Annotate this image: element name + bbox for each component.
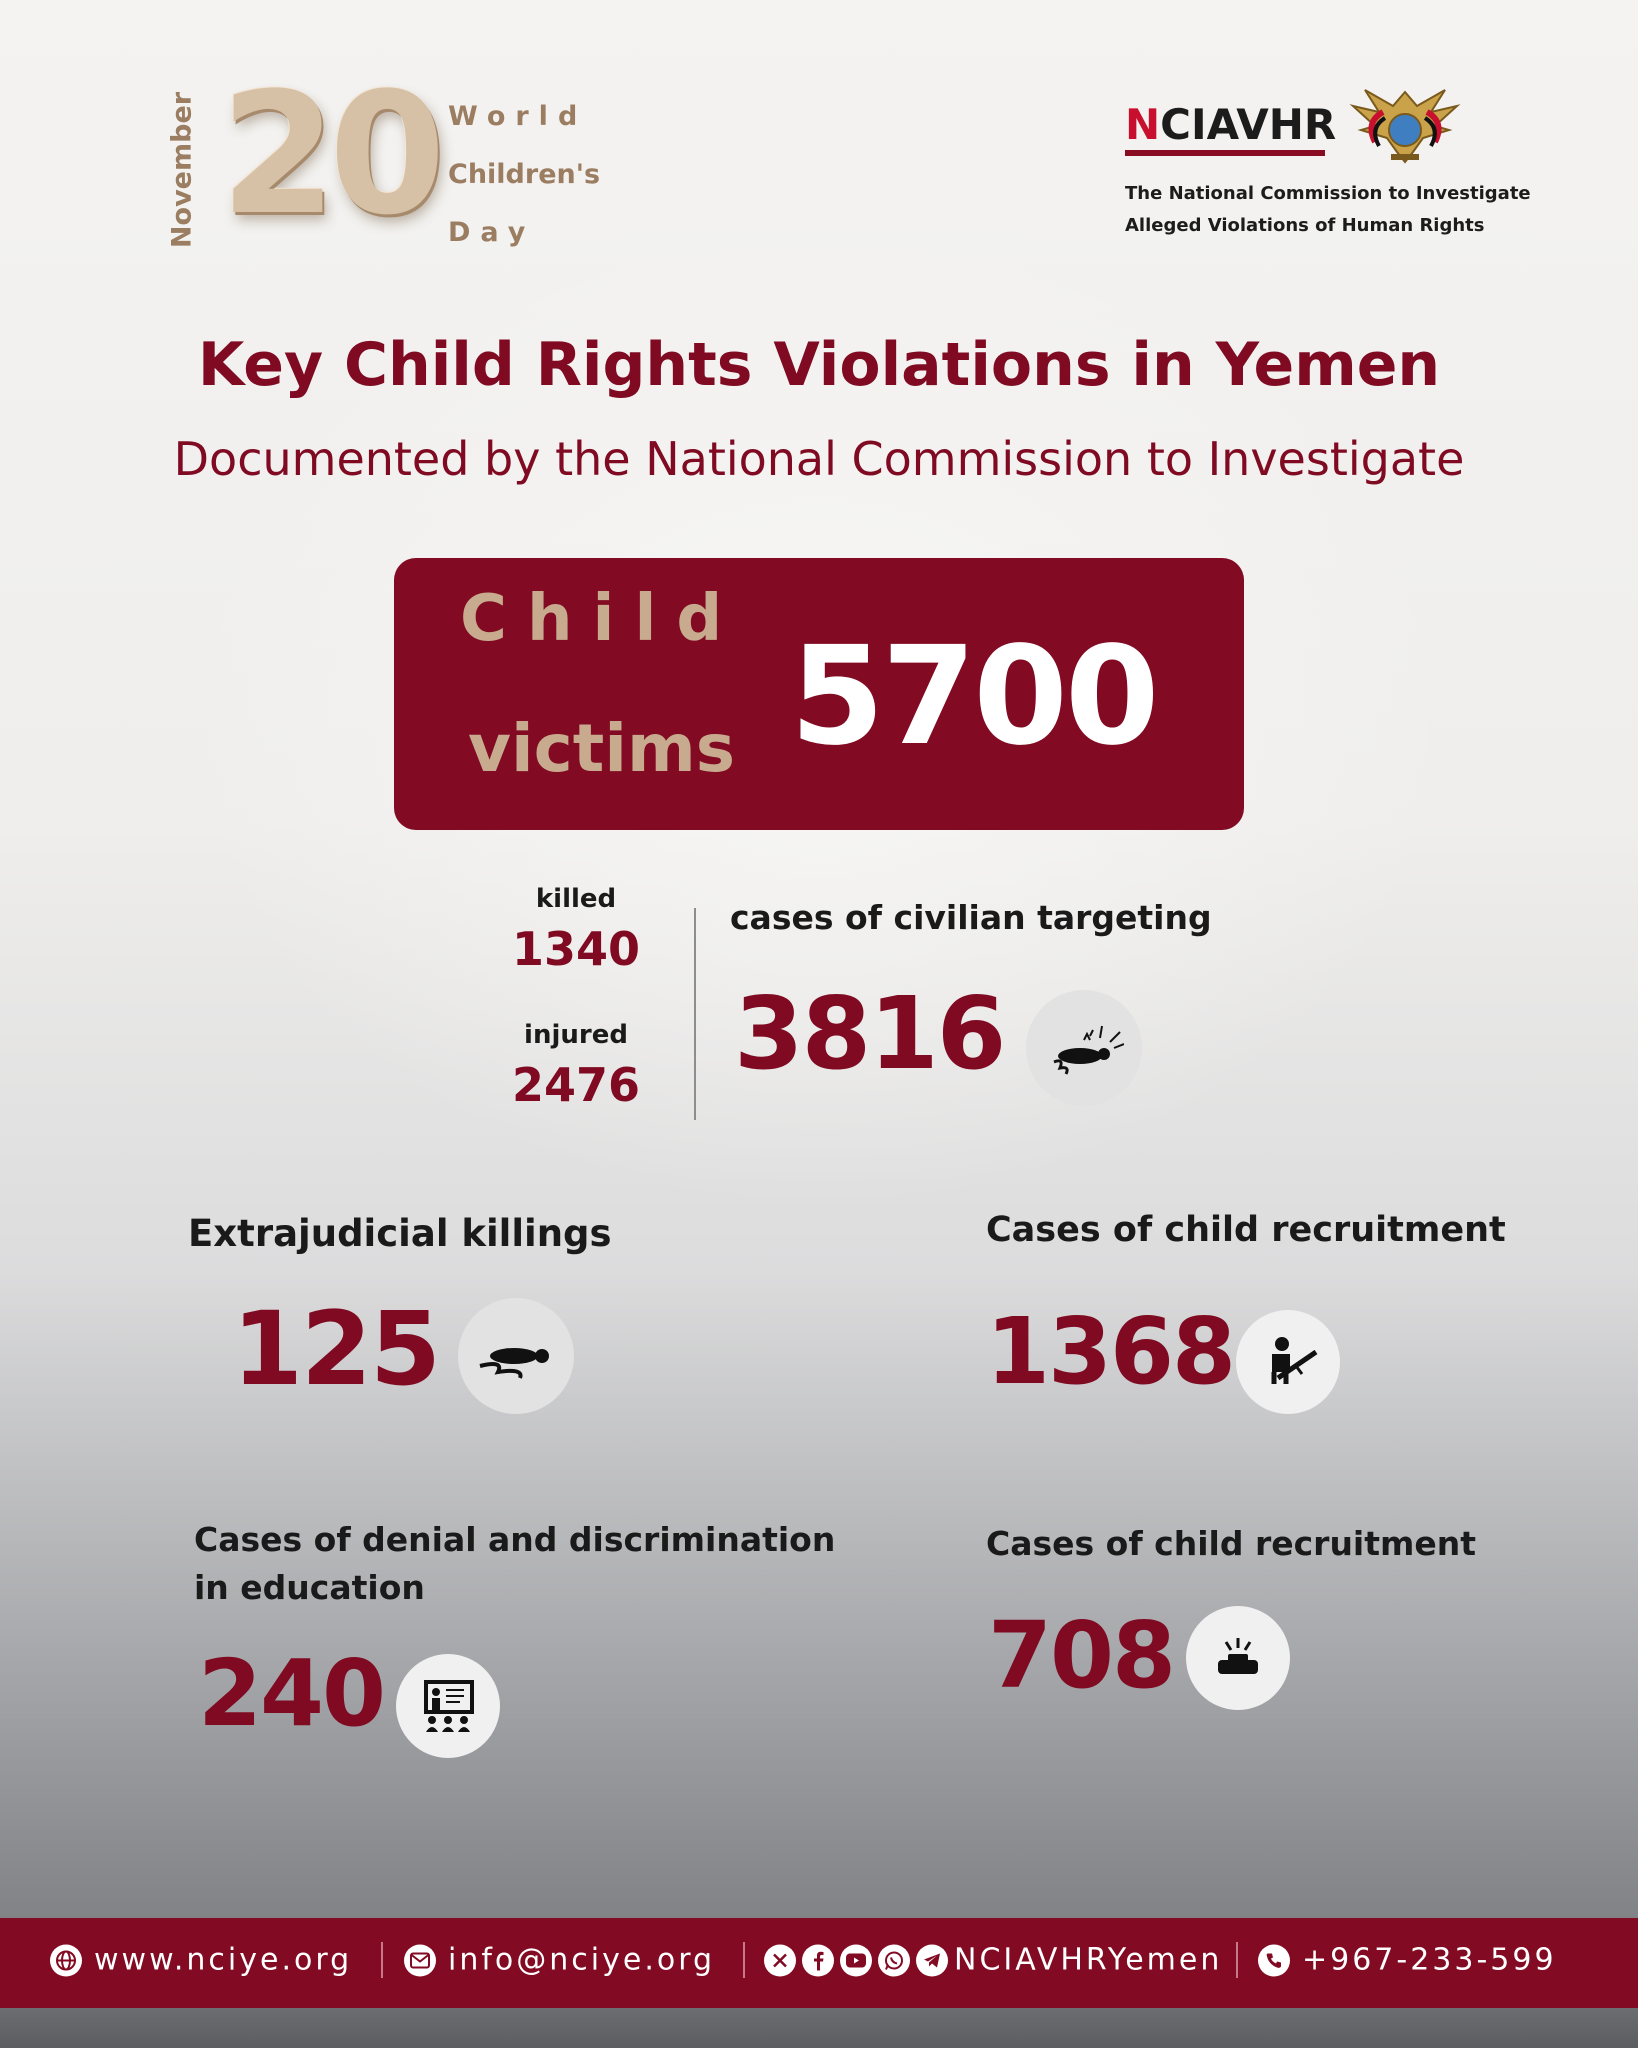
divider bbox=[694, 908, 696, 1120]
stat-value: 1368 bbox=[986, 1298, 1235, 1405]
website-text[interactable]: www.nciye.org bbox=[94, 1942, 353, 1978]
globe-icon bbox=[50, 1944, 82, 1976]
stat-label bbox=[194, 1516, 835, 1612]
footer-separator bbox=[1236, 1942, 1238, 1978]
footer-separator bbox=[743, 1942, 745, 1978]
stat-label-line-2: in education bbox=[194, 1568, 425, 1607]
footer-email[interactable] bbox=[404, 1943, 715, 1978]
event-line-2: Children's bbox=[448, 159, 601, 190]
civilian-targeting-value: 3816 bbox=[734, 975, 1005, 1092]
youtube-icon[interactable] bbox=[840, 1944, 872, 1976]
mail-icon bbox=[404, 1944, 436, 1976]
stat-label: Cases of child recruitment bbox=[986, 1524, 1477, 1563]
killed-label: killed bbox=[535, 884, 617, 914]
injured-person-icon bbox=[1026, 990, 1142, 1106]
x-icon[interactable] bbox=[764, 1944, 796, 1976]
stat-value: 125 bbox=[232, 1290, 439, 1409]
body-on-ground-icon bbox=[458, 1298, 574, 1414]
page-title: Key Child Rights Violations in Yemen bbox=[197, 330, 1441, 400]
injured-value: 2476 bbox=[511, 1058, 641, 1112]
stat-value: 240 bbox=[198, 1640, 385, 1747]
bottom-band bbox=[0, 2008, 1638, 2048]
summary-label-line-2: victims bbox=[468, 710, 735, 787]
event-name bbox=[448, 88, 600, 262]
whatsapp-icon[interactable] bbox=[878, 1944, 910, 1976]
social-handle-text[interactable]: NCIAVHRYemen bbox=[954, 1942, 1223, 1978]
org-logo-text: NCIAVHR bbox=[1125, 100, 1337, 149]
logo-underline bbox=[1125, 150, 1325, 156]
footer-separator bbox=[381, 1942, 383, 1978]
eagle-emblem-icon bbox=[1335, 82, 1475, 172]
classroom-icon bbox=[396, 1654, 500, 1758]
landmine-icon bbox=[1186, 1606, 1290, 1710]
telegram-icon[interactable] bbox=[916, 1944, 948, 1976]
civilian-targeting-label: cases of civilian targeting bbox=[730, 898, 1212, 937]
child-soldier-icon bbox=[1236, 1310, 1340, 1414]
summary-label-line-1: Child bbox=[460, 582, 743, 656]
stat-label: Extrajudicial killings bbox=[188, 1212, 612, 1255]
stat-label: Cases of child recruitment bbox=[986, 1210, 1506, 1250]
stat-value: 708 bbox=[988, 1602, 1175, 1709]
footer-website[interactable] bbox=[50, 1943, 352, 1978]
footer-social[interactable] bbox=[764, 1943, 1222, 1978]
phone-icon bbox=[1258, 1944, 1290, 1976]
injured-label: injured bbox=[524, 1020, 628, 1050]
summary-value: 5700 bbox=[790, 618, 1157, 776]
page-subtitle: Documented by the National Commission to Investigate bbox=[173, 432, 1465, 486]
org-full-name-line-1: The National Commission to Investigate bbox=[1125, 183, 1531, 204]
footer-phone[interactable] bbox=[1258, 1943, 1557, 1978]
email-text[interactable]: info@nciye.org bbox=[448, 1942, 716, 1978]
phone-text[interactable]: +967-233-599 bbox=[1302, 1942, 1557, 1978]
event-line-3: Day bbox=[448, 217, 536, 248]
stat-label-line-1: Cases of denial and discrimination bbox=[194, 1520, 836, 1559]
month-label: November bbox=[166, 91, 198, 249]
killed-value: 1340 bbox=[511, 922, 641, 976]
event-line-1: World bbox=[448, 101, 588, 132]
day-number: 20 bbox=[220, 56, 438, 252]
org-full-name bbox=[1125, 178, 1531, 242]
org-full-name-line-2: Alleged Violations of Human Rights bbox=[1125, 215, 1485, 236]
facebook-icon[interactable] bbox=[802, 1944, 834, 1976]
